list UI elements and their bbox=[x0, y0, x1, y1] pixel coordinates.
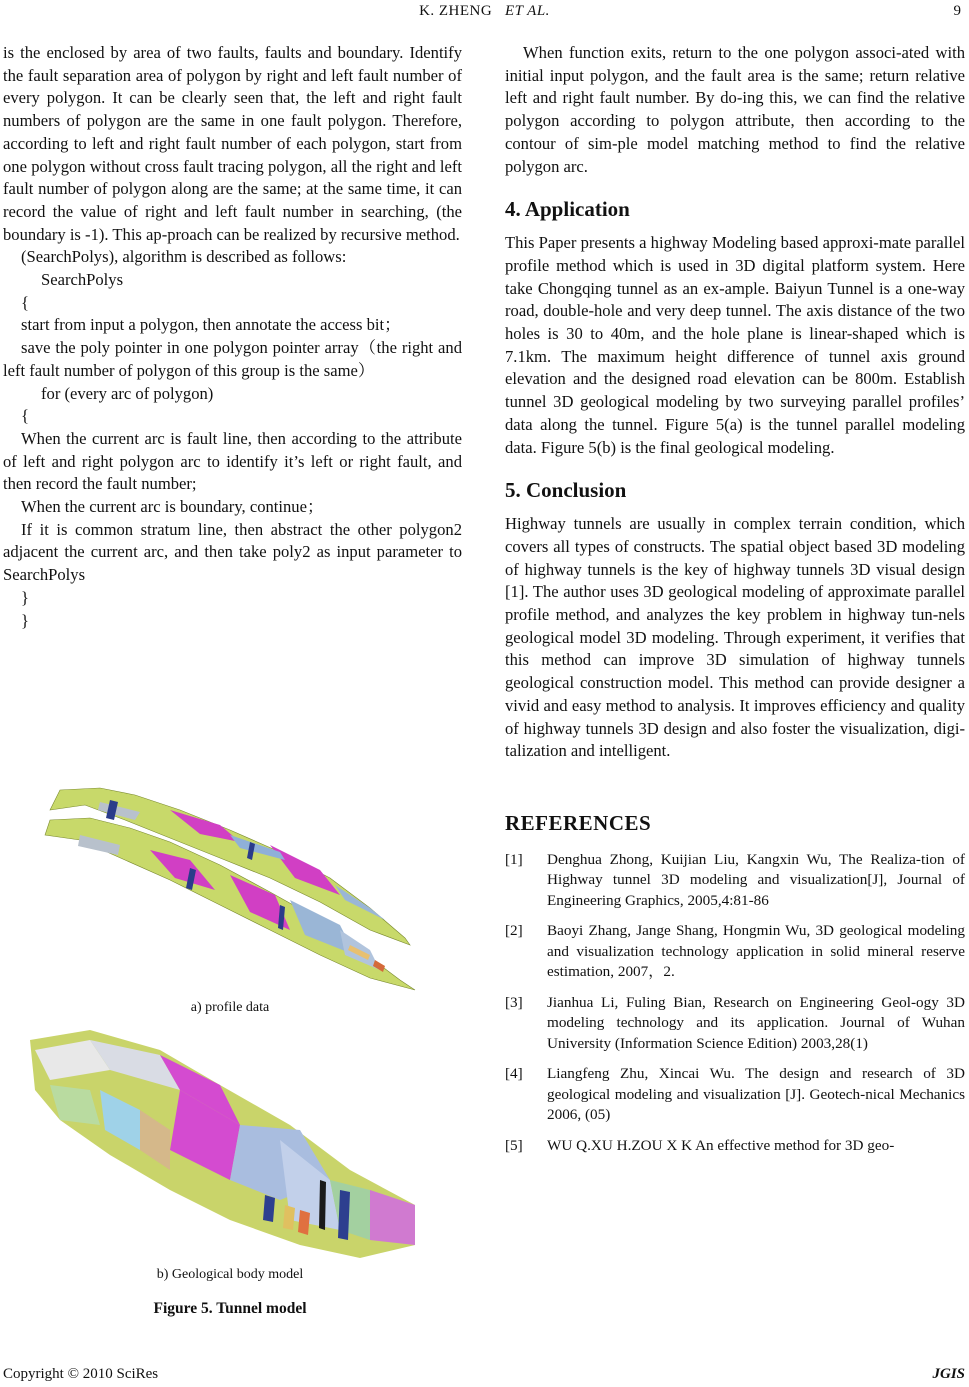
reference-item bbox=[505, 1064, 965, 1126]
figure-title: Figure 5. Tunnel model bbox=[153, 1300, 307, 1317]
code-line: When the current arc is fault line, then according to the attribute of left and right polygon arc to identify it’s left or right fault, and then record the fault number; bbox=[3, 428, 462, 494]
figure-caption-a: a) profile data bbox=[190, 1000, 270, 1015]
right-column bbox=[505, 42, 965, 1166]
section-heading-application: 4. Application bbox=[505, 197, 630, 222]
code-line: When the current arc is boundary, continue； bbox=[21, 497, 324, 517]
code-line: } bbox=[21, 587, 29, 607]
reference-item bbox=[505, 993, 965, 1055]
reference-number: [1] bbox=[505, 850, 523, 868]
code-line: } bbox=[21, 610, 29, 630]
code-line: { bbox=[21, 292, 29, 312]
section-heading-references: REFERENCES bbox=[505, 810, 652, 835]
reference-text: WU Q.XU H.ZOU X K An effective method for 3D geo- bbox=[547, 1136, 895, 1154]
profile-data-figure bbox=[40, 780, 420, 995]
reference-item bbox=[505, 850, 965, 912]
paragraph: When function exits, return to the one polygon associ-ated with initial input polygon, and the fault area is the same; return relative left and right fault number. By do-ing this, we can find the relative polygon according to polygon attribute, then according to the contour of sim-ple model matching method to find the relative polygon arc. bbox=[505, 43, 965, 176]
reference-text: Liangfeng Zhu, Xincai Wu. The design and research of 3D geological modeling and visualization [J]. Geotech-nical Mechanics 2006, (05) bbox=[547, 1065, 965, 1124]
journal-abbrev: JGIS bbox=[932, 1366, 965, 1382]
left-column bbox=[3, 42, 462, 632]
reference-text: Jianhua Li, Fuling Bian, Research on Engineering Geol-ogy 3D modeling technology and its application. Journal of Wuhan University (Information Science Edition) 2003,28(1) bbox=[547, 993, 965, 1052]
reference-list bbox=[505, 850, 965, 1157]
section-heading-conclusion: 5. Conclusion bbox=[505, 478, 627, 503]
paragraph: This Paper presents a highway Modeling based approxi-mate parallel profile method which is used in 3D digital platform system. Here take Chongqing tunnel as an ex-ample. Baiyun Tunnel is a one-way road, double-hole and very deep tunnel. The axis distance of the two holes is 30 to 40m, and the hole plane is linear-shaped which is 7.1km. The maximum height difference of tunnel axis ground elevation and the designed road elevation can be 800m. Establish tunnel 3D geological modeling by two surveying parallel profiles’ data along the tunnel. Figure 5(a) is the tunnel parallel modeling data. Figure 5(b) is the final geological modeling. bbox=[505, 233, 965, 457]
running-head bbox=[419, 3, 550, 19]
reference-number: [5] bbox=[505, 1136, 523, 1154]
page-footer bbox=[3, 1366, 965, 1383]
paragraph: Highway tunnels are usually in complex terrain condition, which covers all types of constructs. The spatial object based 3D modeling of highway tunnels is the key of highway tunnels 3D visual design [1]. The author uses 3D geological modeling of approximate parallel profile method, and analyzes the key problem in highway tun-nels geological model 3D modeling. Through experiment, it verifies that this method can improve 3D simulation of highway tunnels geological construction model. This method can provide designer a vivid and easy method to analysis. It improves efficiency and quality of highway tunnels 3D design and also foster the visualization, digi-talization and intelligent. bbox=[505, 514, 965, 761]
figure-caption-b: b) Geological body model bbox=[156, 1267, 304, 1282]
reference-item bbox=[505, 1136, 965, 1157]
code-line: for (every arc of polygon) bbox=[41, 383, 214, 403]
copyright: Copyright © 2010 SciRes bbox=[3, 1366, 159, 1382]
reference-text: Denghua Zhong, Kuijian Liu, Kangxin Wu, The Realiza-tion of Highway tunnel 3D modeling and visualization[J], Journal of Engineering Graphics, 2005,4:81-86 bbox=[547, 850, 965, 909]
code-line: { bbox=[21, 406, 29, 426]
code-line: start from input a polygon, then annotate the access bit； bbox=[21, 315, 401, 335]
reference-number: [2] bbox=[505, 922, 523, 940]
author-name: K. ZHENG bbox=[419, 3, 493, 19]
code-line: save the poly pointer in one polygon pointer array（the right and left fault number of polygon of this group is the same） bbox=[3, 338, 462, 380]
geological-body-figure bbox=[30, 1030, 415, 1258]
reference-item bbox=[505, 921, 965, 983]
reference-number: [3] bbox=[505, 993, 523, 1011]
page-number: 9 bbox=[953, 3, 961, 19]
reference-number: [4] bbox=[505, 1065, 523, 1083]
page-header bbox=[0, 0, 969, 24]
reference-text: Baoyi Zhang, Jange Shang, Hongmin Wu, 3D geological modeling and visualization technology application in solid mineral reserve estimation, 2007，2. bbox=[547, 922, 965, 981]
et-al: ET AL. bbox=[504, 3, 550, 19]
code-line: If it is common stratum line, then abstract the other polygon2 adjacent the current arc, and then take poly2 as input parameter to SearchPolys bbox=[3, 519, 462, 585]
code-line: SearchPolys bbox=[41, 270, 124, 290]
paragraph: is the enclosed by area of two faults, faults and boundary. Identify the fault separation area of polygon by right and left fault number of every polygon. It can be clearly seen that, the left and right fault numbers of polygon are the same in one fault polygon. Therefore, according to left and right fault number of each polygon, start from one polygon without cross fault tracing polygon, all the right and left fault number of polygon along are the same; at the same time, it can record the value of right and left fault number in searching, (the boundary is -1). This ap-proach can be realized by recursive method. bbox=[3, 43, 462, 244]
paragraph: (SearchPolys), algorithm is described as follows: bbox=[21, 247, 347, 267]
